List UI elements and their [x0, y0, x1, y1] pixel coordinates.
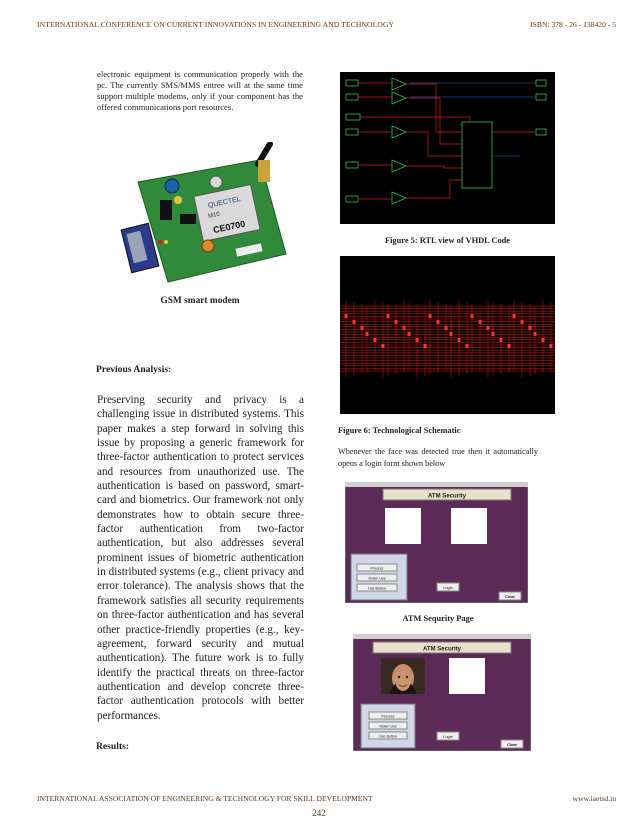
atm2-title: ATM Security — [423, 646, 461, 653]
gsm-brand-label: QUECTEL — [207, 195, 242, 210]
face-detection-paragraph: Whenever the face was detected true then it automatically opens a login form shown below — [338, 447, 538, 468]
figure6-caption: Figure 6: Technological Schematic — [338, 426, 461, 435]
atm1-face-box — [451, 508, 487, 544]
svg-text:Clear: Clear — [506, 742, 518, 747]
gsm-ce-mark: CE0700 — [212, 218, 247, 236]
atm2-captured-face — [381, 658, 425, 694]
svg-text:Stolen Use: Stolen Use — [368, 576, 386, 581]
atm1-title: ATM Security — [428, 493, 466, 500]
rtl-view-figure — [340, 72, 555, 224]
gsm-caption: GSM smart modem — [160, 296, 240, 306]
svg-text:Login: Login — [443, 734, 453, 739]
page-number: 242 — [312, 808, 326, 818]
svg-text:Stolen Use: Stolen Use — [379, 724, 397, 729]
footer-website: www.iaetsd.in — [572, 794, 616, 803]
gsm-model-label: M10 — [207, 211, 221, 220]
atm2-face-box — [449, 658, 485, 694]
svg-text:Clear: Clear — [504, 594, 516, 599]
atm-security-window-1 — [345, 482, 528, 603]
svg-text:Use Button: Use Button — [379, 734, 397, 739]
heading-previous-analysis: Previous Analysis: — [96, 364, 172, 375]
atm-security-window-2 — [353, 634, 531, 751]
svg-text:Use Button: Use Button — [368, 586, 386, 591]
atm1-camera-box — [385, 508, 421, 544]
intro-paragraph: electronic equipment is communication properly with the pc. The currently SMS/MMS entree will at the same time support multiple modems, only if your component has the offered communications port resources. — [97, 69, 303, 113]
atm-caption: ATM Sequrity Page — [402, 614, 474, 623]
footer-association: INTERNATIONAL ASSOCIATION OF ENGINEERING & TECHNOLOGY FOR SKILL DEVELOPMENT — [37, 794, 373, 803]
svg-text:Process: Process — [370, 566, 384, 571]
technological-schematic-figure — [340, 256, 555, 414]
figure5-caption: Figure 5: RTL view of VHDL Code — [384, 236, 511, 245]
svg-text:Login: Login — [443, 585, 453, 590]
previous-analysis-paragraph: Preserving security and privacy is a challenging issue in distributed systems. This paper makes a step forward in solving this issue by proposing a generic framework for three-factor authentication to protect services and resources from unauthorized use. The authentication is based on password, smart-card and biometrics. Our framework not only demonstrates how to obtain secure three-factor authentication from two-factor authentication, but also addresses several prominent issues of biometric authentication in distributed systems (e.g., client privacy and error tolerance). The analysis shows that the framework satisfies all security requirements on three-factor authentication and has several other practice-friendly properties (e.g., key-agreement, forward security and mutual authentication). The future work is to fully identify the practical threats on three-factor authentication and develop concrete three-factor authentication protocols with better performances. — [97, 394, 304, 722]
page-header — [37, 20, 616, 34]
gsm-modem-photo — [120, 142, 290, 290]
heading-results: Results: — [96, 741, 130, 752]
header-conference-title: INTERNATIONAL CONFERENCE ON CURRENT INNOVATIONS IN ENGINEERING AND TECHNOLOGY — [37, 20, 395, 29]
header-isbn: ISBN: 378 - 26 - 138420 - 5 — [530, 20, 616, 29]
svg-text:Process: Process — [381, 714, 395, 719]
